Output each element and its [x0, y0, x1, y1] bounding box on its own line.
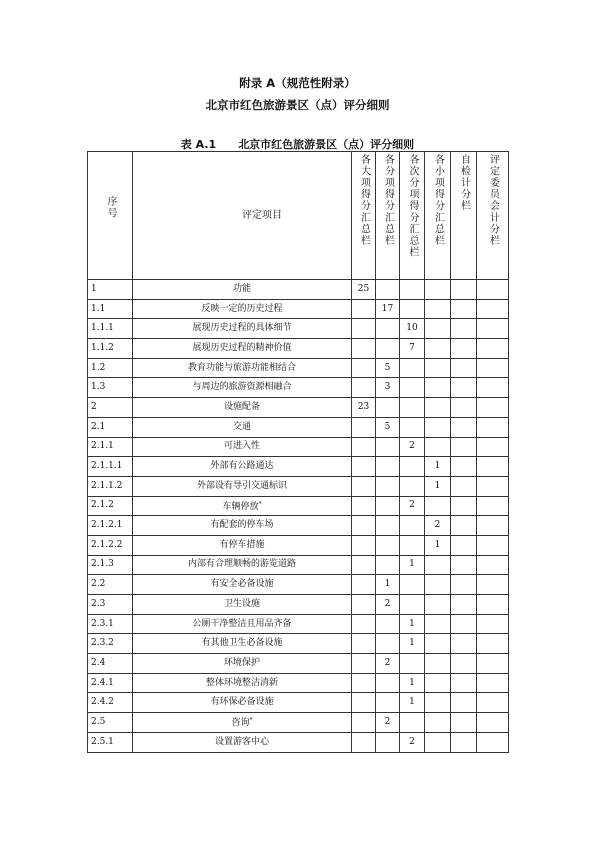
row-sub-score: [376, 535, 400, 555]
score-table-body: [88, 280, 509, 753]
row-item-text: 展现历史过程的具体细节: [192, 323, 292, 334]
row-item-text: 反映一定的历史过程: [201, 303, 283, 314]
row-minor-score: [425, 654, 451, 674]
row-item: [133, 673, 352, 693]
row-item: [133, 732, 352, 752]
row-item: [133, 516, 352, 536]
table-row: [88, 516, 509, 536]
row-self-check-cell: [451, 496, 477, 516]
row-item-text: 内部有合理顺畅的游览道路: [187, 559, 296, 570]
header-minor-total: 各小项得分汇总栏: [425, 152, 451, 280]
row-committee-cell: [477, 496, 509, 516]
row-minor-score: 1: [425, 457, 451, 477]
row-committee-cell: [477, 358, 509, 378]
row-minor-score: [425, 280, 451, 300]
row-self-check-cell: [451, 339, 477, 359]
header-sub-total: 各分项得分汇总栏: [376, 152, 400, 280]
row-sub-score: 2: [376, 595, 400, 615]
row-sub-score: [376, 476, 400, 496]
table-row: [88, 575, 509, 595]
row-item: [133, 280, 352, 300]
row-sub-score: [376, 339, 400, 359]
row-item-text: 车辆停放: [222, 501, 259, 512]
table-row: [88, 398, 509, 418]
header-major-total: 各大项得分汇总栏: [352, 152, 376, 280]
header-item: 评定项目: [133, 152, 352, 280]
row-number: 2.5: [88, 713, 133, 733]
row-item-text: 卫生设施: [223, 598, 260, 609]
row-secondary-score: 1: [400, 614, 425, 634]
row-number: 2.1.2: [88, 496, 133, 516]
row-minor-score: [425, 417, 451, 437]
row-minor-score: 2: [425, 516, 451, 536]
row-number: 2.1.1: [88, 437, 133, 457]
header-self-check: 自检计分栏: [451, 152, 477, 280]
row-major-score: [352, 732, 376, 752]
table-row: [88, 457, 509, 477]
row-item-text: 功能: [232, 283, 251, 294]
row-sub-score: 2: [376, 713, 400, 733]
row-committee-cell: [477, 476, 509, 496]
row-minor-score: [425, 299, 451, 319]
row-item-text: 展现历史过程的精神价值: [192, 342, 292, 353]
table-row: [88, 437, 509, 457]
row-minor-score: [425, 732, 451, 752]
row-sub-score: [376, 280, 400, 300]
row-number: 2.5.1: [88, 732, 133, 752]
row-committee-cell: [477, 319, 509, 339]
row-sub-score: [376, 319, 400, 339]
row-self-check-cell: [451, 654, 477, 674]
row-sub-score: 5: [376, 358, 400, 378]
row-secondary-score: 1: [400, 555, 425, 575]
row-item: [133, 457, 352, 477]
row-item-text: 有环保必备设施: [210, 697, 274, 708]
row-committee-cell: [477, 732, 509, 752]
row-item: [133, 417, 352, 437]
row-committee-cell: [477, 457, 509, 477]
row-committee-cell: [477, 614, 509, 634]
row-major-score: [352, 673, 376, 693]
row-item-text: 教育功能与旅游功能相结合: [187, 362, 296, 373]
row-secondary-score: [400, 575, 425, 595]
row-number: 2.1: [88, 417, 133, 437]
row-major-score: [352, 516, 376, 536]
row-minor-score: [425, 378, 451, 398]
row-number: 2.1.2.1: [88, 516, 133, 536]
score-table: [87, 151, 509, 753]
table-row: [88, 693, 509, 713]
row-major-score: [352, 575, 376, 595]
row-committee-cell: [477, 437, 509, 457]
row-item-text: 有其他卫生必备设施: [201, 638, 283, 649]
row-item-text: 设施配备: [223, 401, 260, 412]
row-item-text: 与周边的旅游资源相融合: [192, 382, 292, 393]
row-item: [133, 378, 352, 398]
row-item-text: 公厕干净整洁且用品齐备: [192, 618, 292, 629]
row-secondary-score: 1: [400, 673, 425, 693]
row-item: [133, 339, 352, 359]
row-number: 2.3.2: [88, 634, 133, 654]
row-item: [133, 693, 352, 713]
table-row: [88, 280, 509, 300]
row-sub-score: 2: [376, 654, 400, 674]
row-sub-score: 5: [376, 417, 400, 437]
row-major-score: [352, 339, 376, 359]
row-secondary-score: 2: [400, 496, 425, 516]
row-minor-score: [425, 614, 451, 634]
row-item-text: 有安全必备设施: [210, 579, 274, 590]
row-self-check-cell: [451, 595, 477, 615]
row-committee-cell: [477, 654, 509, 674]
row-major-score: [352, 654, 376, 674]
row-number: 1.1: [88, 299, 133, 319]
row-secondary-score: 10: [400, 319, 425, 339]
table-row: [88, 417, 509, 437]
row-major-score: [352, 535, 376, 555]
row-self-check-cell: [451, 319, 477, 339]
table-row: [88, 614, 509, 634]
row-sub-score: 1: [376, 575, 400, 595]
row-committee-cell: [477, 417, 509, 437]
row-item-text: 外部有公路通达: [210, 461, 274, 472]
row-major-score: [352, 496, 376, 516]
row-minor-score: [425, 358, 451, 378]
row-item: [133, 535, 352, 555]
row-sub-score: [376, 693, 400, 713]
row-self-check-cell: [451, 476, 477, 496]
row-secondary-score: [400, 398, 425, 418]
row-committee-cell: [477, 673, 509, 693]
row-minor-score: [425, 496, 451, 516]
table-caption-title: 北京市红色旅游景区（点）评分细则: [238, 138, 415, 151]
row-number: 2.1.2.2: [88, 535, 133, 555]
row-number: 2.3: [88, 595, 133, 615]
row-major-score: [352, 614, 376, 634]
row-sub-score: [376, 634, 400, 654]
row-sub-score: [376, 555, 400, 575]
row-item: [133, 634, 352, 654]
row-secondary-score: 7: [400, 339, 425, 359]
row-committee-cell: [477, 299, 509, 319]
row-secondary-score: [400, 516, 425, 536]
row-self-check-cell: [451, 378, 477, 398]
row-item: [133, 437, 352, 457]
row-committee-cell: [477, 280, 509, 300]
row-item-mark: *: [258, 500, 262, 508]
row-secondary-score: [400, 595, 425, 615]
table-row: [88, 713, 509, 733]
row-self-check-cell: [451, 614, 477, 634]
row-committee-cell: [477, 339, 509, 359]
row-major-score: [352, 378, 376, 398]
row-number: 2.3.1: [88, 614, 133, 634]
row-number: 2.4.2: [88, 693, 133, 713]
table-row: [88, 378, 509, 398]
row-item: [133, 398, 352, 418]
row-secondary-score: [400, 378, 425, 398]
row-number: 2.1.1.1: [88, 457, 133, 477]
row-self-check-cell: [451, 693, 477, 713]
row-major-score: [352, 437, 376, 457]
row-sub-score: [376, 398, 400, 418]
row-self-check-cell: [451, 280, 477, 300]
header-committee: 评定委员会计分栏: [477, 152, 509, 280]
row-minor-score: [425, 339, 451, 359]
row-self-check-cell: [451, 555, 477, 575]
row-sub-score: [376, 516, 400, 536]
row-minor-score: [425, 437, 451, 457]
table-row: [88, 319, 509, 339]
row-committee-cell: [477, 535, 509, 555]
row-number: 2.2: [88, 575, 133, 595]
row-secondary-score: [400, 713, 425, 733]
row-committee-cell: [477, 398, 509, 418]
row-major-score: [352, 693, 376, 713]
row-item-text: 交通: [232, 421, 251, 432]
row-number: 1.2: [88, 358, 133, 378]
appendix-title: 附录 A（规范性附录）: [239, 76, 356, 90]
row-committee-cell: [477, 516, 509, 536]
row-self-check-cell: [451, 437, 477, 457]
row-item-text: 整体环境整洁清新: [205, 677, 278, 688]
row-item: [133, 595, 352, 615]
row-major-score: [352, 299, 376, 319]
row-self-check-cell: [451, 417, 477, 437]
row-item-text: 有停车措施: [219, 539, 265, 550]
row-self-check-cell: [451, 575, 477, 595]
row-self-check-cell: [451, 398, 477, 418]
row-self-check-cell: [451, 673, 477, 693]
row-self-check-cell: [451, 457, 477, 477]
row-major-score: [352, 595, 376, 615]
row-minor-score: [425, 575, 451, 595]
row-number: 2.1.3: [88, 555, 133, 575]
row-major-score: [352, 476, 376, 496]
row-item: [133, 358, 352, 378]
row-major-score: [352, 358, 376, 378]
row-sub-score: [376, 732, 400, 752]
row-number: 2.4: [88, 654, 133, 674]
row-sub-score: 3: [376, 378, 400, 398]
row-major-score: [352, 634, 376, 654]
row-number: 2.1.1.2: [88, 476, 133, 496]
table-row: [88, 654, 509, 674]
row-committee-cell: [477, 595, 509, 615]
table-row: [88, 358, 509, 378]
row-item: [133, 614, 352, 634]
table-row: [88, 555, 509, 575]
row-committee-cell: [477, 713, 509, 733]
row-number: 2.4.1: [88, 673, 133, 693]
row-minor-score: [425, 595, 451, 615]
table-row: [88, 673, 509, 693]
row-sub-score: [376, 457, 400, 477]
row-secondary-score: [400, 535, 425, 555]
row-self-check-cell: [451, 299, 477, 319]
row-minor-score: 1: [425, 535, 451, 555]
row-major-score: [352, 457, 376, 477]
row-major-score: [352, 713, 376, 733]
row-major-score: [352, 319, 376, 339]
row-committee-cell: [477, 693, 509, 713]
row-number: 1.3: [88, 378, 133, 398]
table-row: [88, 299, 509, 319]
row-self-check-cell: [451, 535, 477, 555]
row-committee-cell: [477, 555, 509, 575]
row-number: 1: [88, 280, 133, 300]
row-major-score: [352, 555, 376, 575]
table-row: [88, 634, 509, 654]
row-major-score: 25: [352, 280, 376, 300]
row-self-check-cell: [451, 516, 477, 536]
row-secondary-score: [400, 457, 425, 477]
row-committee-cell: [477, 575, 509, 595]
row-secondary-score: [400, 654, 425, 674]
row-committee-cell: [477, 634, 509, 654]
row-major-score: [352, 417, 376, 437]
row-item-text: 外部设有导引交通标识: [196, 480, 287, 491]
row-committee-cell: [477, 378, 509, 398]
row-sub-score: [376, 496, 400, 516]
header-secondary-total: 各次分项得分汇总栏: [400, 152, 425, 280]
row-secondary-score: 1: [400, 693, 425, 713]
row-item: [133, 496, 352, 516]
row-minor-score: [425, 713, 451, 733]
row-secondary-score: 1: [400, 634, 425, 654]
table-row: [88, 476, 509, 496]
row-secondary-score: [400, 417, 425, 437]
row-item-text: 设置游客中心: [214, 736, 269, 747]
row-sub-score: [376, 437, 400, 457]
row-minor-score: [425, 398, 451, 418]
row-minor-score: [425, 673, 451, 693]
row-item-text: 环境保护: [223, 657, 260, 668]
row-secondary-score: [400, 476, 425, 496]
row-minor-score: [425, 693, 451, 713]
table-caption-label: 表 A.1: [180, 138, 217, 151]
table-caption: [0, 136, 595, 152]
header-no: 序号: [88, 152, 133, 280]
row-item: [133, 319, 352, 339]
row-item: [133, 555, 352, 575]
row-secondary-score: [400, 358, 425, 378]
document-title: 北京市红色旅游景区（点）评分细则: [205, 98, 390, 112]
row-item: [133, 713, 352, 733]
table-row: [88, 535, 509, 555]
row-item: [133, 654, 352, 674]
row-item-text: 有配套的停车场: [210, 520, 274, 531]
table-header-row: [88, 152, 509, 280]
row-major-score: 23: [352, 398, 376, 418]
table-row: [88, 732, 509, 752]
table-row: [88, 496, 509, 516]
row-minor-score: [425, 555, 451, 575]
table-row: [88, 339, 509, 359]
row-minor-score: [425, 319, 451, 339]
row-number: 1.1.2: [88, 339, 133, 359]
row-item-text: 咨询: [231, 718, 250, 729]
row-number: 1.1.1: [88, 319, 133, 339]
table-row: [88, 595, 509, 615]
row-self-check-cell: [451, 732, 477, 752]
row-sub-score: [376, 673, 400, 693]
row-number: 2: [88, 398, 133, 418]
row-self-check-cell: [451, 713, 477, 733]
row-minor-score: [425, 634, 451, 654]
row-self-check-cell: [451, 634, 477, 654]
row-item: [133, 476, 352, 496]
row-secondary-score: [400, 299, 425, 319]
row-secondary-score: [400, 280, 425, 300]
row-secondary-score: 2: [400, 732, 425, 752]
row-item-mark: *: [249, 717, 253, 725]
row-self-check-cell: [451, 358, 477, 378]
row-sub-score: [376, 614, 400, 634]
row-item-text: 可进入性: [223, 441, 260, 452]
row-secondary-score: 2: [400, 437, 425, 457]
row-item: [133, 575, 352, 595]
row-minor-score: 1: [425, 476, 451, 496]
row-item: [133, 299, 352, 319]
row-sub-score: 17: [376, 299, 400, 319]
